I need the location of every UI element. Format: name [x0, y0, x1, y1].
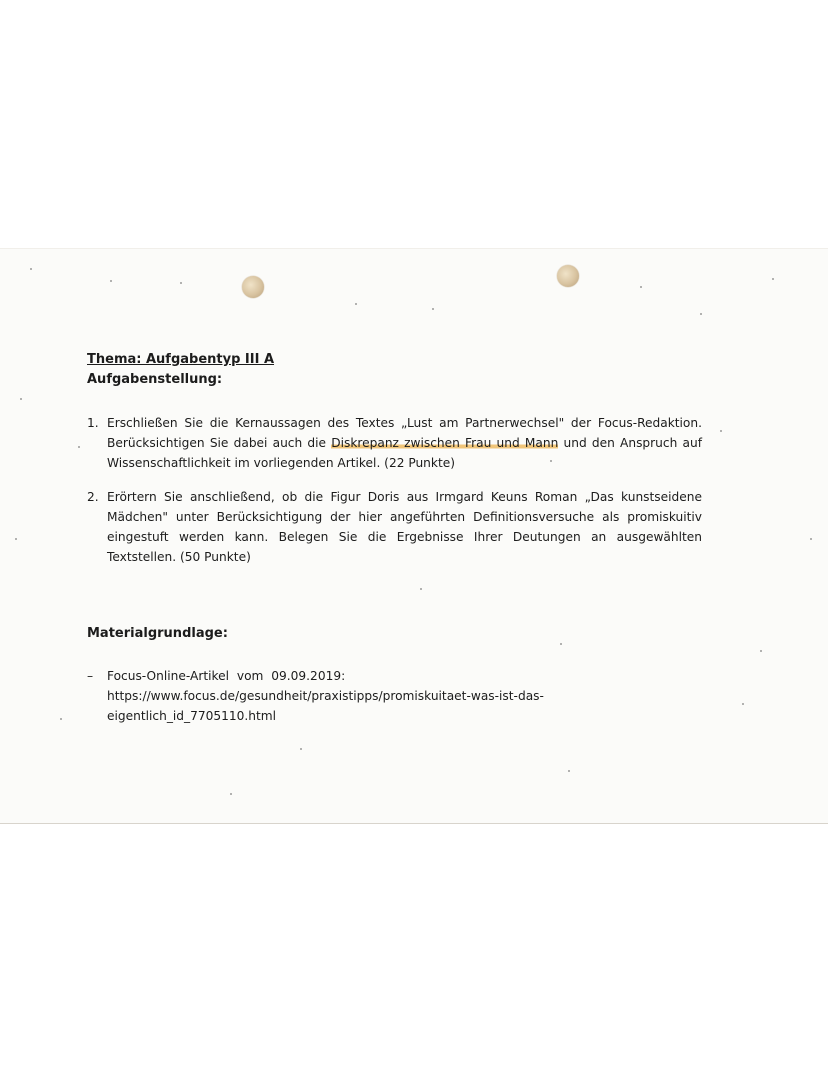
task-item [87, 487, 702, 567]
paper-sheet [0, 248, 828, 824]
highlighted-phrase: Diskrepanz zwischen Frau und Mann [331, 436, 559, 450]
material-label: Focus-Online-Artikel vom 09.09.2019: [107, 669, 346, 683]
list-dash: – [87, 669, 94, 683]
speck [230, 793, 232, 795]
material-url: https://www.focus.de/gesundheit/praxistipps/promiskuitaet-was-ist-das-eigentlich_id_7705110.html [107, 689, 544, 723]
speck [420, 588, 422, 590]
speck [300, 748, 302, 750]
speck [30, 268, 32, 270]
speck [432, 308, 434, 310]
task-text [107, 413, 702, 473]
speck [760, 650, 762, 652]
material-list-item [87, 666, 707, 726]
speck [568, 770, 570, 772]
speck [560, 643, 562, 645]
speck [720, 430, 722, 432]
task-item [87, 413, 702, 473]
task-text: Erörtern Sie anschließend, ob die Figur Doris aus Irmgard Keuns Roman „Das kunstseidene Mädchen" unter Berücksichtigung der hier angeführten Definitionsversuche als promiskuitiv eingestuft werden kann. Belegen Sie die Ergebnisse Ihrer Deutungen an ausgewählten Textstellen. (50 Punkte) [107, 490, 702, 564]
speck [355, 303, 357, 305]
speck [810, 538, 812, 540]
speck [180, 282, 182, 284]
material-heading: Materialgrundlage: [87, 626, 228, 641]
punch-hole-right [557, 265, 579, 287]
speck [60, 718, 62, 720]
speck [700, 313, 702, 315]
task-text-start: Erschließen Sie die Kernaussagen des Textes „Lust am Partnerwechsel" der Focus-Redaktion. Berücksichtigen Sie dabei auch die [107, 416, 702, 450]
speck [15, 538, 17, 540]
punch-hole-left [242, 276, 264, 298]
speck [78, 446, 80, 448]
document-title: Thema: Aufgabentyp III A [87, 352, 275, 367]
task-number: 2. [87, 490, 99, 504]
document-subtitle: Aufgabenstellung: [87, 372, 223, 387]
task-number: 1. [87, 416, 99, 430]
speck [110, 280, 112, 282]
speck [640, 286, 642, 288]
speck [20, 398, 22, 400]
task-text-end: und den Anspruch auf Wissenschaftlichkeit im vorliegenden Artikel. (22 Punkte) [107, 436, 702, 470]
speck [772, 278, 774, 280]
speck [742, 703, 744, 705]
material-text [107, 666, 707, 726]
